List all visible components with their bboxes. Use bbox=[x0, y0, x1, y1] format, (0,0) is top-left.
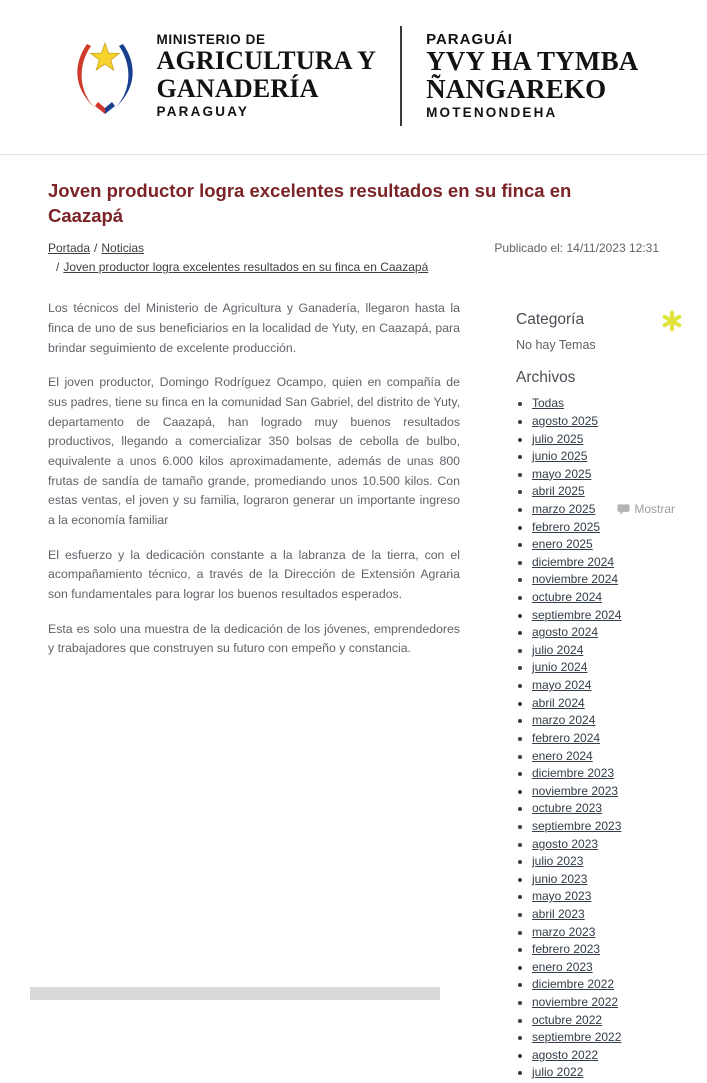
article-paragraph: Los técnicos del Ministerio de Agricultura y Ganadería, llegaron hasta la finca de uno de sus beneficiarios en la localidad de Yuty, en Caazapá, para brindar seguimiento de excelente producción. bbox=[48, 301, 460, 355]
archive-list-item bbox=[532, 872, 681, 887]
archive-link[interactable]: marzo 2024 bbox=[532, 713, 596, 728]
archive-list-item bbox=[532, 1065, 681, 1080]
ministry-logo-icon bbox=[69, 34, 141, 118]
archive-list-item bbox=[532, 414, 681, 429]
archive-link[interactable]: septiembre 2022 bbox=[532, 1030, 622, 1045]
brand-es-country: PARAGUAY bbox=[156, 103, 250, 119]
content-area bbox=[0, 277, 707, 1083]
archive-list-item bbox=[532, 467, 681, 482]
article-meta-row bbox=[48, 239, 659, 277]
breadcrumb-home-link[interactable]: Portada bbox=[48, 240, 91, 255]
category-empty-text: No hay Temas bbox=[516, 338, 596, 353]
brand-gn-country: MOTENONDEHA bbox=[426, 105, 558, 121]
archive-link[interactable]: junio 2023 bbox=[532, 871, 588, 886]
archive-link[interactable]: julio 2022 bbox=[532, 1065, 584, 1080]
archive-link[interactable]: septiembre 2023 bbox=[532, 818, 622, 833]
archive-list-item bbox=[532, 484, 681, 499]
archive-link[interactable]: noviembre 2023 bbox=[532, 783, 619, 798]
site-header bbox=[0, 0, 707, 142]
mostrar-label: Mostrar bbox=[634, 502, 675, 516]
archive-link[interactable]: agosto 2024 bbox=[532, 625, 599, 640]
breadcrumb-separator: / bbox=[56, 260, 60, 275]
archive-link[interactable]: marzo 2025 bbox=[532, 501, 596, 516]
archive-list-item bbox=[532, 678, 681, 693]
archive-link[interactable]: diciembre 2022 bbox=[532, 977, 615, 992]
footer-strip bbox=[30, 987, 440, 1000]
archive-list-item bbox=[532, 396, 681, 411]
brand-gn bbox=[426, 32, 638, 121]
breadcrumb-section-link[interactable]: Noticias bbox=[101, 240, 145, 255]
archive-link[interactable]: febrero 2024 bbox=[532, 730, 601, 745]
archive-list-item bbox=[532, 854, 681, 869]
published-date: Publicado el: 14/11/2023 12:31 bbox=[494, 240, 659, 255]
archive-list-item bbox=[532, 1013, 681, 1028]
brand-es bbox=[157, 33, 377, 118]
archive-list-item bbox=[532, 572, 681, 587]
archive-link[interactable]: junio 2025 bbox=[532, 449, 588, 464]
article-body bbox=[48, 299, 460, 674]
archive-link[interactable]: diciembre 2024 bbox=[532, 554, 615, 569]
brand-es-main-2: GANADERÍA bbox=[156, 73, 319, 103]
archive-list-item bbox=[532, 819, 681, 834]
archive-link[interactable]: agosto 2022 bbox=[532, 1047, 599, 1062]
archive-list-item bbox=[532, 925, 681, 940]
archive-list-item bbox=[532, 1030, 681, 1045]
archive-list-item bbox=[532, 731, 681, 746]
archive-list-item bbox=[532, 537, 681, 552]
archive-link[interactable]: febrero 2023 bbox=[532, 942, 601, 957]
archive-link[interactable]: septiembre 2024 bbox=[532, 607, 622, 622]
archive-link[interactable]: julio 2025 bbox=[532, 431, 584, 446]
brand-gn-kicker: PARAGUÁI bbox=[426, 30, 513, 48]
category-heading: Categoría bbox=[516, 311, 585, 329]
archive-list-item bbox=[532, 432, 681, 447]
brand-divider bbox=[400, 26, 402, 126]
archive-list-item bbox=[532, 766, 681, 781]
archive-list-item bbox=[532, 713, 681, 728]
archive-link[interactable]: octubre 2022 bbox=[532, 1012, 603, 1027]
archive-list-item bbox=[532, 749, 681, 764]
archive-list-item bbox=[532, 449, 681, 464]
archive-list-item bbox=[532, 625, 681, 640]
archive-link[interactable]: abril 2025 bbox=[532, 484, 585, 499]
article-paragraph: El esfuerzo y la dedicación constante a la labranza de la tierra, con el acompañamiento técnico, a través de la Dirección de Extensión Agraria son fundamentales para lograr los buenos resultados esperados. bbox=[48, 547, 460, 602]
article-paragraph: Esta es solo una muestra de la dedicación de los jóvenes, emprendedores y trabajadores que construyen su futuro con empeño y constancia. bbox=[48, 621, 460, 656]
archive-list-item bbox=[532, 995, 681, 1010]
archive-link[interactable]: noviembre 2024 bbox=[532, 572, 619, 587]
archive-link[interactable]: julio 2023 bbox=[532, 854, 584, 869]
archive-link[interactable]: mayo 2024 bbox=[532, 678, 592, 693]
archive-link[interactable]: octubre 2023 bbox=[532, 801, 603, 816]
archive-list-item bbox=[532, 660, 681, 675]
archive-link[interactable]: enero 2025 bbox=[532, 537, 593, 552]
breadcrumb-current-link[interactable]: Joven productor logra excelentes resultados en su finca en Caazapá bbox=[63, 260, 429, 275]
sidebar bbox=[516, 299, 681, 1083]
archive-list-item bbox=[532, 907, 681, 922]
archive-link[interactable]: junio 2024 bbox=[532, 660, 588, 675]
archives-heading: Archivos bbox=[516, 369, 576, 387]
archive-list-item bbox=[532, 643, 681, 658]
archive-link[interactable]: noviembre 2022 bbox=[532, 995, 619, 1010]
archive-list-item bbox=[532, 942, 681, 957]
archive-link[interactable]: agosto 2025 bbox=[532, 413, 599, 428]
archive-link[interactable]: octubre 2024 bbox=[532, 590, 603, 605]
archive-list-item bbox=[532, 520, 681, 535]
archive-list-item bbox=[532, 590, 681, 605]
speech-bubble-icon bbox=[617, 503, 630, 516]
archive-list-item bbox=[532, 1048, 681, 1063]
archive-list-item bbox=[532, 608, 681, 623]
archive-link[interactable]: agosto 2023 bbox=[532, 836, 599, 851]
archive-link[interactable]: enero 2023 bbox=[532, 959, 593, 974]
breadcrumb bbox=[48, 239, 478, 277]
breadcrumb-separator: / bbox=[94, 240, 98, 255]
asterisk-burst-icon bbox=[661, 310, 683, 332]
mostrar-tooltip[interactable] bbox=[615, 501, 677, 517]
article-header bbox=[0, 155, 707, 277]
archive-link[interactable]: diciembre 2023 bbox=[532, 766, 615, 781]
article-paragraph: El joven productor, Domingo Rodríguez Ocampo, quien en compañía de sus padres, tiene su finca en la comunidad San Gabriel, del distrito de Yuty, departamento de Caazapá, han logrado muy buenos resultados productivos, llegando a comercializar 350 bolsas de cebolla de bulbo, equivalente a unos 6.000 kilos aproximadamente, además de unas 800 frutas de sandía de tamaño grande, promediando unos 10.500 kilos. Con estas ventas, el joven y su familia, lograron generar un importante ingreso a la economía familiar bbox=[48, 375, 460, 528]
page-title: Joven productor logra excelentes resultados en su finca en Caazapá bbox=[48, 180, 572, 226]
archive-link[interactable]: abril 2024 bbox=[532, 695, 585, 710]
archive-link[interactable]: marzo 2023 bbox=[532, 924, 596, 939]
archive-list-item bbox=[532, 801, 681, 816]
brand-es-kicker: MINISTERIO DE bbox=[156, 32, 266, 48]
archive-list-item bbox=[532, 696, 681, 711]
brand-es-main-1: AGRICULTURA Y bbox=[156, 46, 377, 76]
brand-gn-main-2: ÑANGAREKO bbox=[426, 74, 607, 105]
archive-link[interactable]: julio 2024 bbox=[532, 642, 584, 657]
archive-link[interactable]: abril 2023 bbox=[532, 906, 585, 921]
accessibility-widget-button[interactable] bbox=[661, 310, 683, 332]
archive-list-item bbox=[532, 960, 681, 975]
archive-list-item bbox=[532, 889, 681, 904]
archives-list bbox=[516, 396, 681, 1080]
archive-list-item bbox=[532, 784, 681, 799]
archive-list-item bbox=[532, 977, 681, 992]
archive-link[interactable]: mayo 2025 bbox=[532, 466, 592, 481]
archive-list-item bbox=[532, 555, 681, 570]
archive-link[interactable]: enero 2024 bbox=[532, 748, 593, 763]
archive-link[interactable]: mayo 2023 bbox=[532, 889, 592, 904]
archive-list-item bbox=[532, 837, 681, 852]
archive-link[interactable]: febrero 2025 bbox=[532, 519, 601, 534]
archive-link[interactable]: Todas bbox=[532, 396, 565, 411]
brand-gn-main-1: YVY HA TYMBA bbox=[426, 46, 639, 77]
